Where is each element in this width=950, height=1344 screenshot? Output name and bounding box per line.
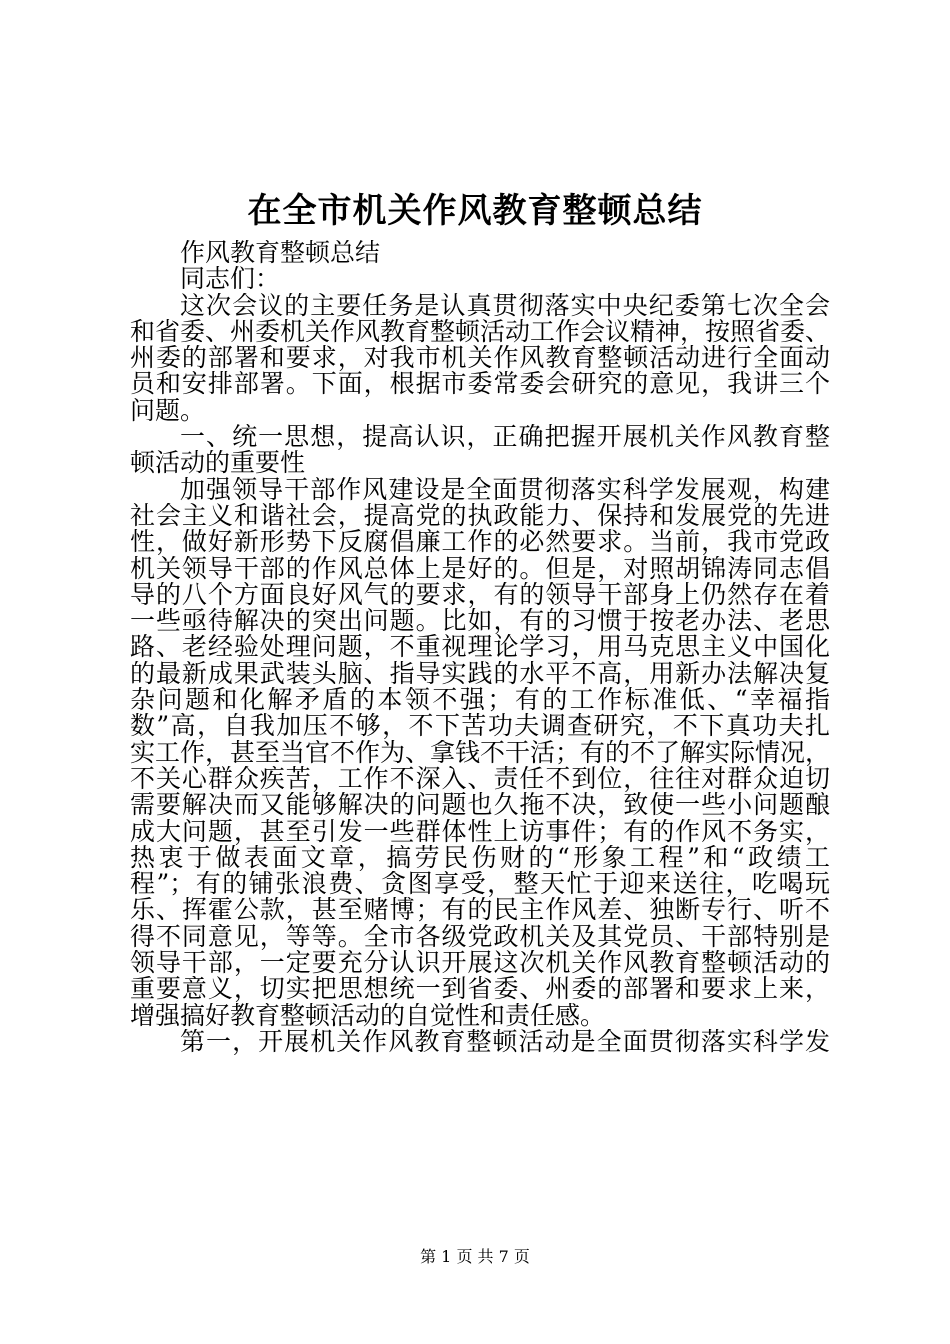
body-line: 导的八个方面良好风气的要求，有的领导干部身上仍然存在着 [130,581,830,609]
body-line: 一些亟待解决的突出问题。比如，有的习惯于按老办法、老思 [130,608,830,635]
body-line: 不关心群众疾苦，工作不深入、责任不到位，往往对群众迫切 [130,765,830,793]
body-line: 和省委、州委机关作风教育整顿活动工作会议精神，按照省委、 [130,318,830,346]
body-line: 问题。 [130,397,206,425]
body-line: 杂问题和化解矛盾的本领不强；有的工作标准低、“幸福指 [130,687,830,714]
body-line: 的最新成果武装头脑、指导实践的水平不高，用新办法解决复 [130,660,830,688]
page-number-footer: 第 1 页 共 7 页 [420,1247,530,1266]
body-line: 乐、挥霍公款，甚至赌博；有的民主作风差、独断专行、听不 [130,897,830,924]
body-line: 这次会议的主要任务是认真贯彻落实中央纪委第七次全会 [180,292,830,319]
body-line: 数”高，自我加压不够，不下苦功夫调查研究，不下真功夫扎 [130,713,830,740]
body-line: 热衷于做表面文章，搞劳民伤财的“形象工程”和“政绩工 [130,844,830,872]
document-title: 在全市机关作风教育整顿总结 [247,191,703,231]
subtitle-line: 作风教育整顿总结 [180,240,381,267]
body-line: 增强搞好教育整顿活动的自觉性和责任感。 [130,1002,606,1029]
salutation-line: 同志们： [180,266,281,293]
body-line: 重要意义，切实把思想统一到省委、州委的部署和要求上来， [130,976,830,1003]
body-line: 需要解决而又能够解决的问题也久拖不决，致使一些小问题酿 [130,792,830,819]
section-heading-line: 一、统一思想，提高认识，正确把握开展机关作风教育整 [180,424,830,451]
body-line: 实工作，甚至当官不作为、拿钱不干活；有的不了解实际情况， [130,739,830,766]
body-line: 第一，开展机关作风教育整顿活动是全面贯彻落实科学发 [180,1028,830,1056]
body-line: 加强领导干部作风建设是全面贯彻落实科学发展观，构建 [180,476,830,503]
body-line: 领导干部，一定要充分认识开展这次机关作风教育整顿活动的 [130,950,830,977]
body-line: 员和安排部署。下面，根据市委常委会研究的意见，我讲三个 [130,371,830,398]
body-line: 程”；有的铺张浪费、贪图享受，整天忙于迎来送往，吃喝玩 [130,871,830,898]
document-body [130,240,830,1055]
body-line: 成大问题，甚至引发一些群体性上访事件；有的作风不务实， [130,818,830,845]
body-line: 性，做好新形势下反腐倡廉工作的必然要求。当前，我市党政 [130,529,830,556]
body-line: 社会主义和谐社会，提高党的执政能力、保持和发展党的先进 [130,502,830,530]
section-heading-line: 顿活动的重要性 [130,450,306,477]
body-line: 得不同意见，等等。全市各级党政机关及其党员、干部特别是 [130,923,830,951]
body-line: 路、老经验处理问题，不重视理论学习，用马克思主义中国化 [130,634,830,661]
body-line: 机关领导干部的作风总体上是好的。但是，对照胡锦涛同志倡 [130,555,830,582]
body-line: 州委的部署和要求，对我市机关作风教育整顿活动进行全面动 [130,345,830,372]
